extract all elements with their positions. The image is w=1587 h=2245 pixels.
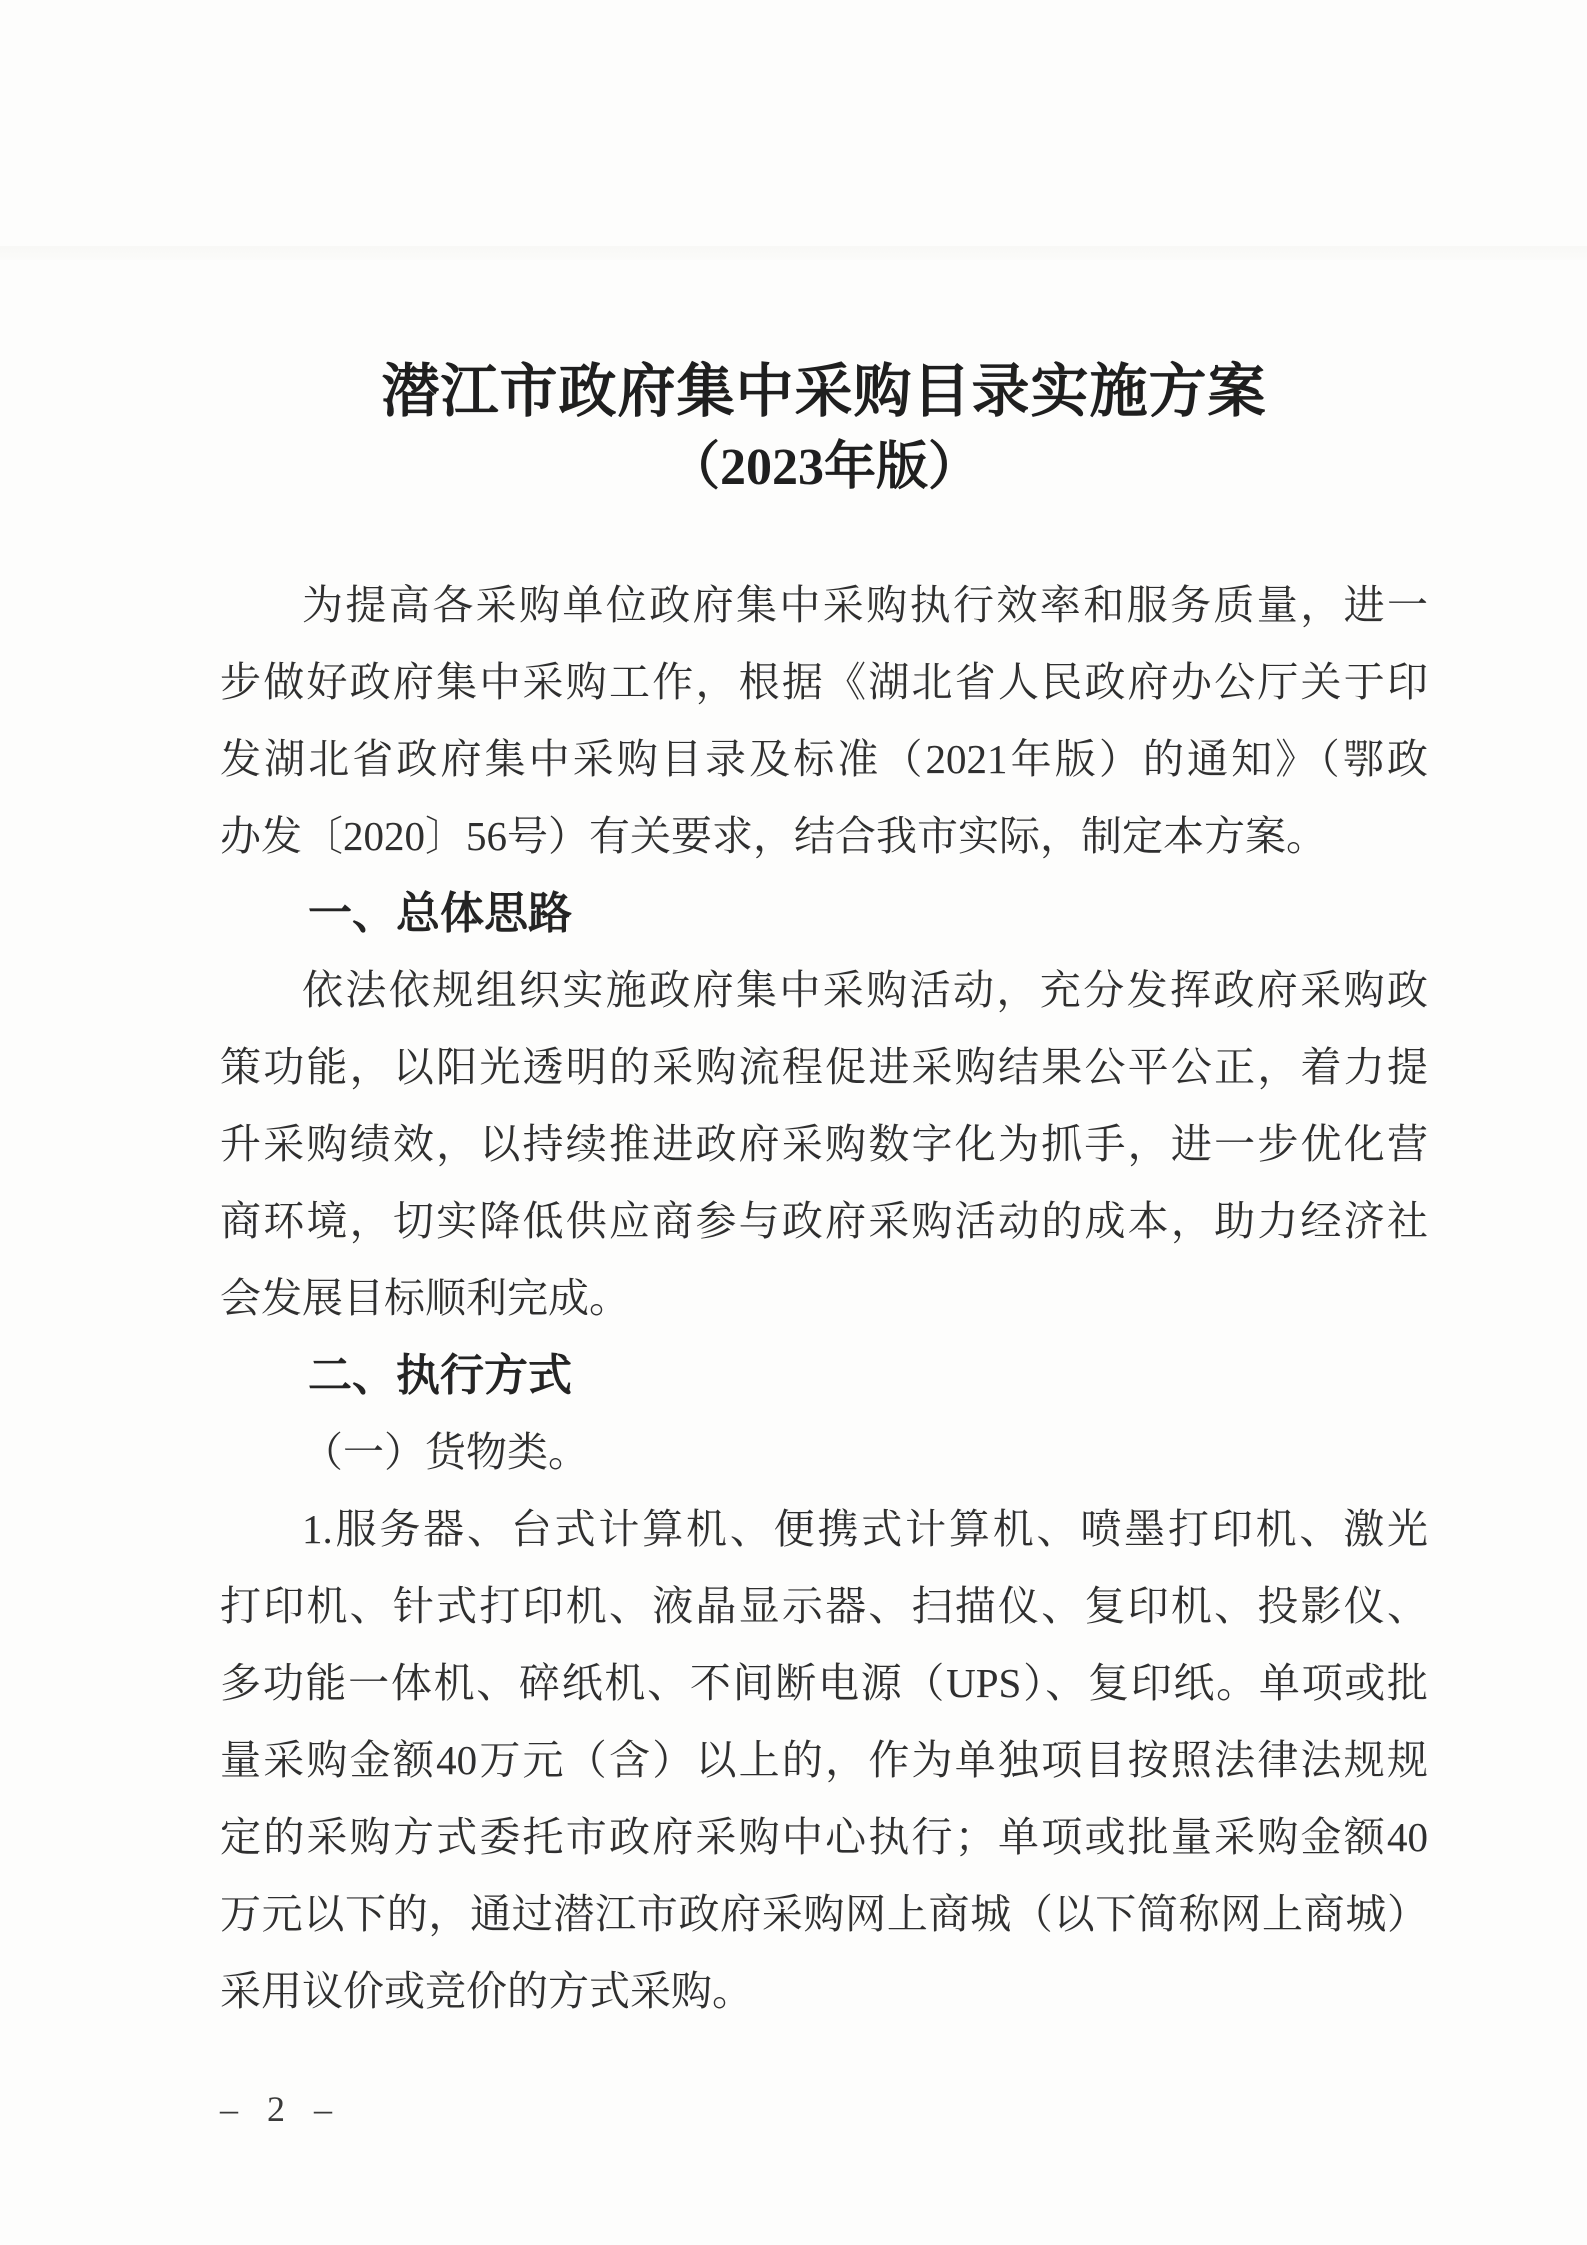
text-line: 会发展目标顺利完成。 [220,1275,630,1321]
text-line: 办发〔2020〕56号）有关要求，结合我市实际，制定本方案。 [220,813,1327,859]
text-line: 升采购绩效，以持续推进政府采购数字化为抓手，进一步优化营 [220,1121,1428,1167]
text-line: 策功能，以阳光透明的采购流程促进采购结果公平公正，着力提 [220,1044,1428,1090]
text-line: 依法依规组织实施政府集中采购活动，充分发挥政府采购政 [302,967,1428,1013]
text-line: 1.服务器、台式计算机、便携式计算机、喷墨打印机、激光 [302,1506,1428,1552]
text-line: 量采购金额40万元（含）以上的，作为单独项目按照法律法规规 [220,1737,1428,1783]
text-line: 发湖北省政府集中采购目录及标准（2021年版）的通知》（鄂政 [220,736,1428,782]
scan-artifact-band [0,246,1587,260]
text-line: 定的采购方式委托市政府采购中心执行；单项或批量采购金额40 [220,1814,1428,1860]
title-line-1: 潜江市政府集中采购目录实施方案 [381,359,1267,425]
text-line: 打印机、针式打印机、液晶显示器、扫描仪、复印机、投影仪、 [220,1583,1428,1629]
text-line: 万元以下的，通过潜江市政府采购网上商城（以下简称网上商城） [220,1891,1428,1937]
text-line: 多功能一体机、碎纸机、不间断电源（UPS）、复印纸。单项或批 [220,1660,1428,1706]
section-heading: 一、总体思路 [308,889,572,938]
text-line: 为提高各采购单位政府集中采购执行效率和服务质量，进一 [302,582,1428,628]
document-title [220,357,1428,509]
text-line: 步做好政府集中采购工作，根据《湖北省人民政府办公厅关于印 [220,659,1428,705]
page-number: – 2 – [220,2089,342,2129]
section-heading: 二、执行方式 [308,1351,572,1400]
text-line: （一）货物类。 [302,1429,589,1475]
text-line: 采用议价或竞价的方式采购。 [220,1968,753,2014]
title-line-2: （2023年版） [667,439,980,497]
text-line: 商环境，切实降低供应商参与政府采购活动的成本，助力经济社 [220,1198,1428,1244]
document-body [220,567,1428,2030]
